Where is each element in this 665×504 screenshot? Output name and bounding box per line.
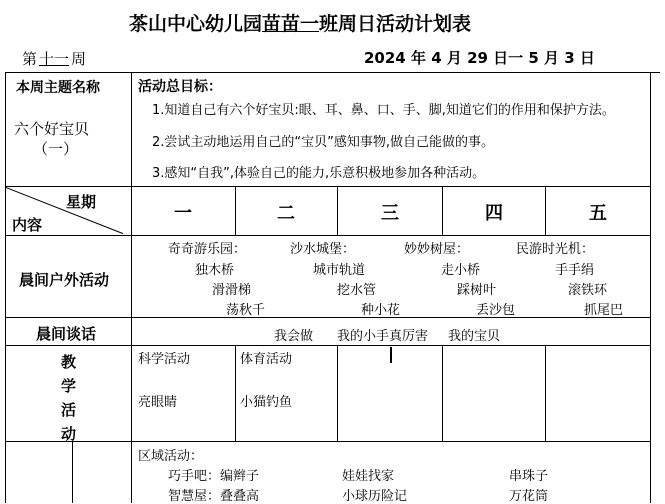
outdoor-zone: 民游时光机： [516,242,595,257]
talk-topic: 我的宝贝 [448,329,501,344]
outdoor-zone: 奇奇游乐园： [168,242,247,257]
class-name: 苗苗一 [261,13,319,35]
outdoor-activity: 挖水管 [337,283,377,298]
talk-topic: 我会做 [274,329,314,344]
goal-item: 3.感知“自我”,体验自己的能力,乐意积极地参加各种活动。 [152,166,486,181]
outdoor-zone: 沙水城堡： [290,242,356,257]
outdoor-activity: 种小花 [361,303,401,318]
talk-topic: 我的小手真厉害 [337,329,429,344]
date-range: 2024 年 4 月 29 日一 5 月 3 日 [364,49,595,67]
outdoor-zone: 妙妙树屋： [404,242,470,257]
area-activity: 巧手吧：编辫子 [168,469,260,484]
title-suffix: 班周日活动计划表 [319,13,472,35]
kindergarten-name: 茶山中心幼儿园 [128,13,262,35]
day-column-line [545,186,546,236]
day-column-line [235,186,236,236]
row-line [5,441,651,442]
area-activity: 万花筒 [509,489,549,504]
outdoor-activity: 滚铁环 [568,283,608,298]
area-activity: 小球历险记 [342,489,408,504]
day-monday: 一 [174,203,192,224]
week-number: 十一 [39,50,70,68]
outdoor-activity: 踩树叶 [457,283,497,298]
row-line [5,345,651,346]
table-border-right [650,72,651,503]
day-friday: 五 [589,203,607,224]
row-line [5,317,651,318]
outdoor-activity: 荡秋千 [226,303,266,318]
outdoor-activity: 滑滑梯 [212,283,252,298]
weekday-header-label: 星期 [66,193,97,211]
outdoor-activity: 城市轨道 [313,263,366,278]
tuesday-activity-type: 体育活动 [240,352,293,367]
area-label: 区域活动： [138,449,204,464]
teaching-label-char: 动 [61,425,77,443]
day-tuesday: 二 [277,203,295,224]
inner-label-line [72,441,73,503]
day-column-line [337,186,338,236]
tuesday-activity-name: 小猫钓鱼 [240,395,293,410]
table-border-left [5,72,6,503]
theme-sub: （一） [33,140,79,158]
area-activity: 娃娃找家 [342,469,395,484]
day-column-line [442,186,443,236]
goal-item: 2.尝试主动地运用自己的“宝贝”感知事物,做自己能做的事。 [152,135,495,150]
week-label: 第 十一 周 [22,50,87,68]
teaching-label-char: 教 [61,353,77,371]
outdoor-activity: 抓尾巴 [584,303,624,318]
day-column-line [545,345,546,442]
page-title [0,9,600,36]
table-border-top [5,72,660,73]
goals-label: 活动总目标： [138,79,222,95]
day-thursday: 四 [485,203,503,224]
label-column-line [131,72,132,503]
goal-item: 1.知道自己有六个好宝贝:眼、耳、鼻、口、手、脚,知道它们的作用和保护方法。 [152,103,615,118]
day-column-line [442,345,443,442]
outdoor-activity: 独木桥 [195,263,235,278]
area-activity: 串珠子 [509,469,549,484]
theme-name: 六个好宝贝 [14,120,90,138]
row-line [5,186,651,187]
outdoor-label: 晨间户外活动 [19,271,110,289]
teaching-label-char: 学 [61,377,77,395]
day-column-line [337,345,338,442]
area-activity: 智慧屋：叠叠高 [168,489,260,504]
outdoor-activity: 走小桥 [441,263,481,278]
row-line [5,235,651,236]
teaching-label-char: 活 [61,401,77,419]
day-column-line [235,345,236,442]
content-header-label: 内容 [12,216,43,234]
talk-label: 晨间谈话 [36,325,97,343]
monday-activity-type: 科学活动 [138,352,191,367]
text-cursor [390,347,392,363]
day-wednesday: 三 [381,203,399,224]
outdoor-activity: 丢沙包 [476,303,516,318]
outdoor-activity: 手手绢 [555,263,595,278]
monday-activity-name: 亮眼睛 [138,395,178,410]
theme-label: 本周主题名称 [16,80,100,96]
